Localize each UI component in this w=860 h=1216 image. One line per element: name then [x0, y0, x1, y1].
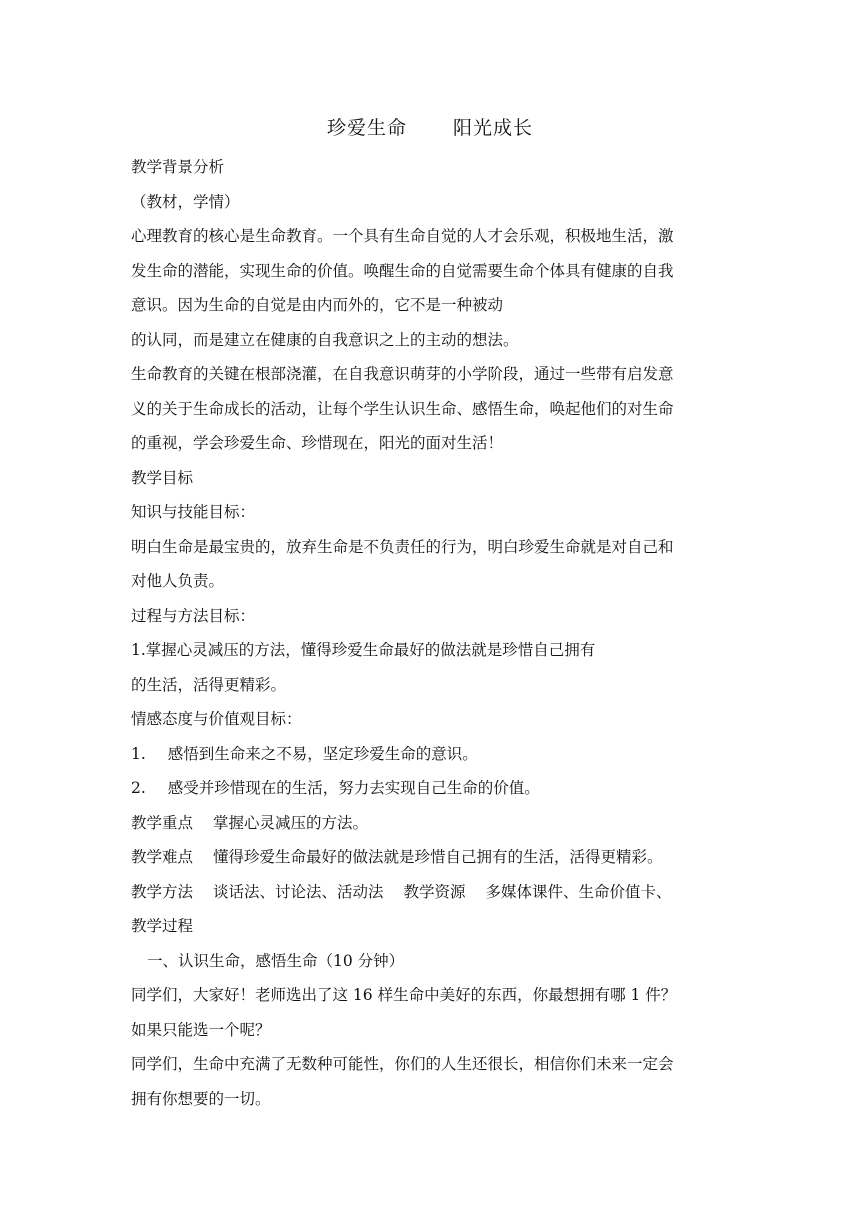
- key-point-label: 教学重点: [131, 813, 194, 832]
- paragraph-line: 的生活，活得更精彩。: [131, 675, 287, 694]
- method-line: [131, 875, 741, 910]
- emotion-goal-item: [131, 737, 741, 772]
- list-number: 2.: [131, 779, 146, 797]
- title-part-2: 阳光成长: [453, 117, 534, 139]
- paragraph-line: 同学们，大家好！老师选出了这 16 样生命中美好的东西，你最想拥有哪 1 件？: [131, 986, 677, 1004]
- paragraph-line: 的认同，而是建立在健康的自我意识之上的主动的想法。: [131, 330, 519, 349]
- difficulty-line: [131, 840, 741, 875]
- resource-label: 教学资源: [403, 882, 466, 901]
- paragraph-line: 意识。因为生命的自觉是由内而外的，它不是一种被动: [131, 296, 504, 314]
- difficulty-text: 懂得珍爱生命最好的做法就是珍惜自己拥有的生活，活得更精彩。: [213, 848, 663, 866]
- paragraph-line: 拥有你想要的一切。: [131, 1089, 271, 1108]
- document-title: [0, 113, 860, 143]
- resource-text: 多媒体课件、生命价值卡、: [485, 882, 672, 901]
- title-part-1: 珍爱生命: [326, 117, 407, 139]
- paragraph-line: 明白生命是最宝贵的，放弃生命是不负责任的行为，明白珍爱生命就是对自己和: [131, 537, 674, 556]
- paragraph-line: 生命教育的关键在根部浇灌，在自我意识萌芽的小学阶段，通过一些带有启发意: [131, 365, 674, 383]
- key-point-text: 掌握心灵减压的方法。: [213, 813, 369, 832]
- difficulty-label: 教学难点: [131, 848, 194, 866]
- subheading-knowledge: 知识与技能目标：: [131, 503, 256, 521]
- list-text: 感悟到生命来之不易，坚定珍爱生命的意识。: [167, 744, 478, 763]
- method-text: 谈话法、讨论法、活动法: [213, 882, 384, 901]
- paragraph-line: 对他人负责。: [131, 572, 225, 590]
- paragraph-line: 1.掌握心灵减压的方法，懂得珍爱生命最好的做法就是珍惜自己拥有: [131, 641, 596, 659]
- document-body: [131, 150, 741, 1116]
- heading-background: 教学背景分析: [131, 158, 225, 176]
- paragraph-line: 发生命的潜能，实现生命的价值。唤醒生命的自觉需要生命个体具有健康的自我: [131, 261, 674, 280]
- list-text: 感受并珍惜现在的生活，努力去实现自己生命的价值。: [167, 779, 540, 797]
- paragraph-line: 心理教育的核心是生命教育。一个具有生命自觉的人才会乐观，积极地生活，激: [131, 227, 674, 245]
- paragraph-line: 的重视，学会珍爱生命、珍惜现在，阳光的面对生活！: [131, 434, 504, 452]
- subheading-emotion: 情感态度与价值观目标：: [131, 710, 302, 728]
- key-point-line: [131, 806, 741, 841]
- list-number: 1.: [131, 744, 146, 763]
- method-label: 教学方法: [131, 882, 194, 901]
- paragraph-line: 同学们，生命中充满了无数种可能性，你们的人生还很长，相信你们未来一定会: [131, 1055, 674, 1073]
- paragraph-line: （教材，学情）: [131, 192, 240, 211]
- heading-process: 教学过程: [131, 917, 194, 935]
- section-heading-1: 一、认识生命，感悟生命（10 分钟）: [147, 951, 405, 970]
- subheading-process: 过程与方法目标：: [131, 606, 256, 625]
- paragraph-line: 如果只能选一个呢？: [131, 1020, 271, 1039]
- paragraph-line: 义的关于生命成长的活动，让每个学生认识生命、感悟生命，唤起他们的对生命: [131, 399, 674, 418]
- heading-goals: 教学目标: [131, 468, 194, 487]
- emotion-goal-item: [131, 771, 741, 806]
